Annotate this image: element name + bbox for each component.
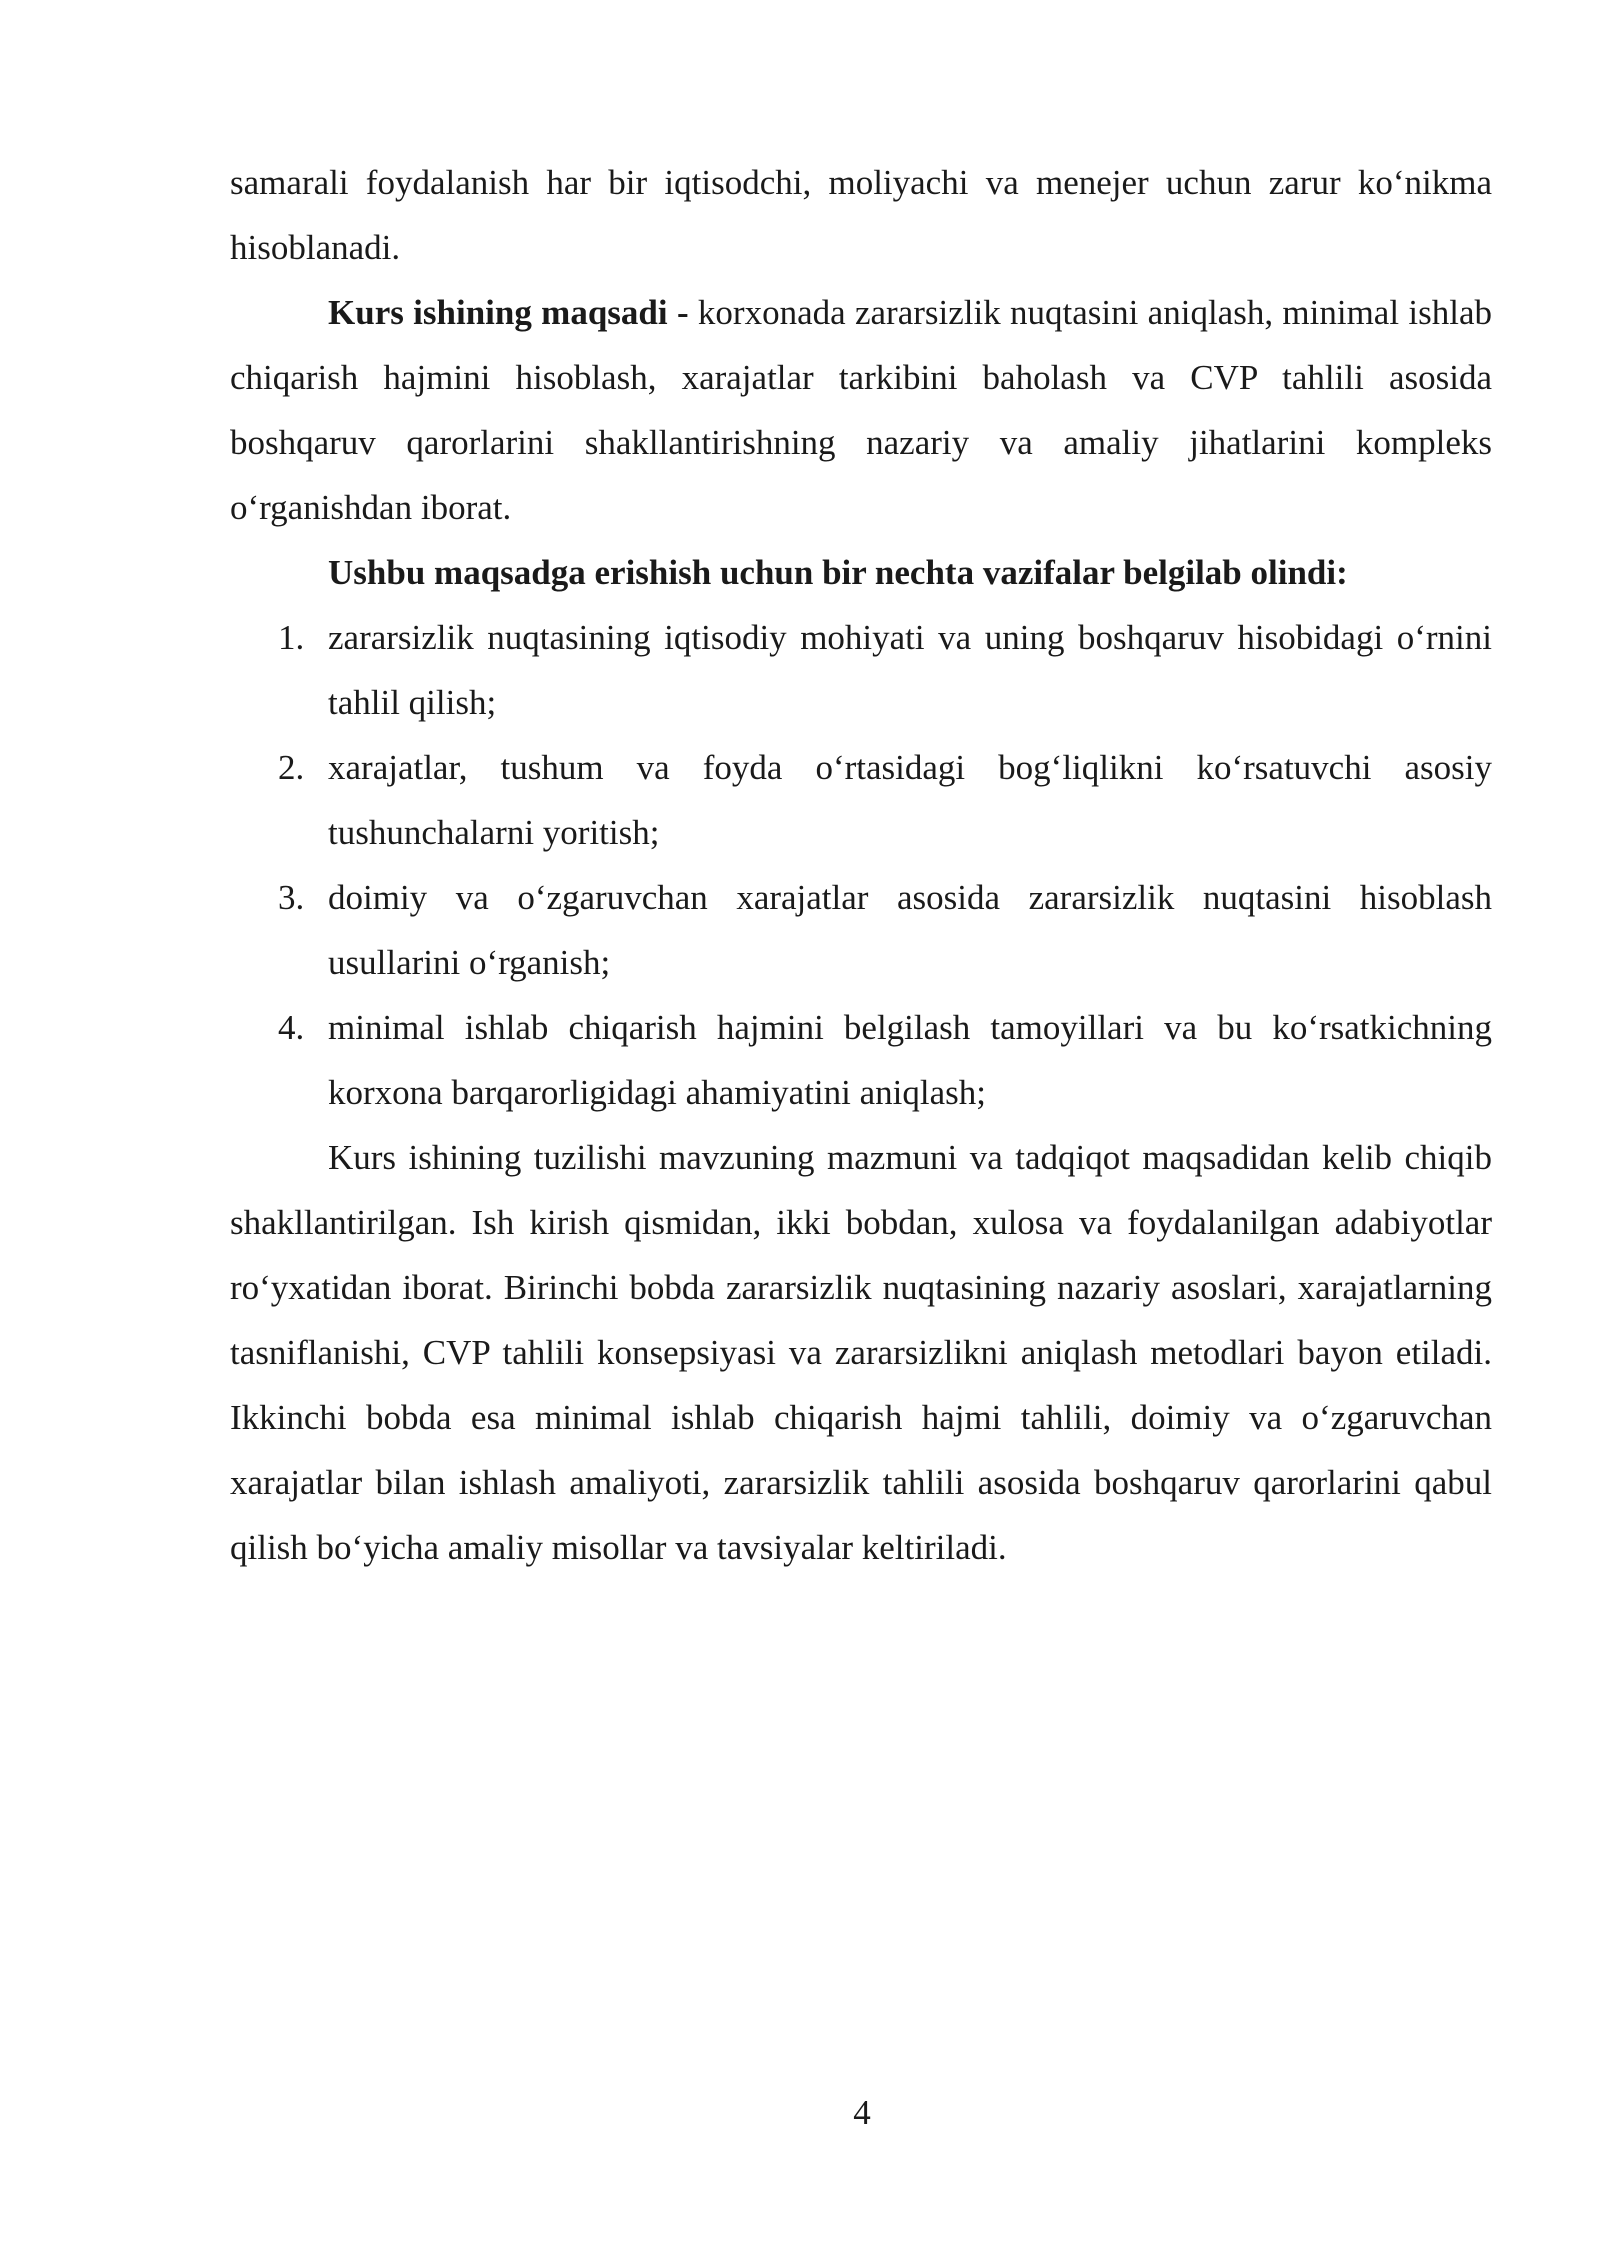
goal-paragraph xyxy=(230,280,1492,540)
goal-text: korxonada zararsizlik nuqtasini aniqlash, minimal ishlab chiqarish hajmini hisoblash, xarajatlar tarkibini baholash va CVP tahlili asosida boshqaruv qarorlarini shakllantirishning nazariy va amaliy jihatlarini kompleks o‘rganishdan iborat. xyxy=(230,293,1492,527)
tasks-list xyxy=(230,605,1492,1125)
tasks-heading-text: Ushbu maqsadga erishish uchun bir nechta vazifalar belgilab olindi: xyxy=(328,553,1348,592)
list-item-number: 4. xyxy=(278,1008,305,1047)
list-item xyxy=(230,735,1492,865)
list-item xyxy=(230,605,1492,735)
tasks-heading xyxy=(230,540,1492,605)
list-item-text: doimiy va o‘zgaruvchan xarajatlar asosida zararsizlik nuqtasini hisoblash usullarini o‘rganish; xyxy=(328,878,1492,982)
list-item-number: 1. xyxy=(278,618,305,657)
list-item-text: minimal ishlab chiqarish hajmini belgilash tamoyillari va bu ko‘rsatkichning korxona barqarorligidagi ahamiyatini aniqlash; xyxy=(328,1008,1492,1112)
goal-label: Kurs ishining maqsadi - xyxy=(328,293,689,332)
list-item-number: 2. xyxy=(278,748,305,787)
list-item-text: zararsizlik nuqtasining iqtisodiy mohiyati va uning boshqaruv hisobidagi o‘rnini tahlil qilish; xyxy=(328,618,1492,722)
list-item xyxy=(230,995,1492,1125)
document-page xyxy=(230,150,1492,1580)
list-item xyxy=(230,865,1492,995)
page-number: 4 xyxy=(853,2093,871,2132)
intro-paragraph-tail: samarali foydalanish har bir iqtisodchi, moliyachi va menejer uchun zarur ko‘nikma hisoblanadi. xyxy=(230,163,1492,267)
list-item-text: xarajatlar, tushum va foyda o‘rtasidagi bog‘liqlikni ko‘rsatuvchi asosiy tushunchalarni yoritish; xyxy=(328,748,1492,852)
structure-paragraph: Kurs ishining tuzilishi mavzuning mazmuni va tadqiqot maqsadidan kelib chiqib shakllantirilgan. Ish kirish qismidan, ikki bobdan, xulosa va foydalanilgan adabiyotlar ro‘yxatidan iborat. Birinchi bobda zararsizlik nuqtasining nazariy asoslari, xarajatlarning tasniflanishi, CVP tahlili konsepsiyasi va zararsizlikni aniqlash metodlari bayon etiladi. Ikkinchi bobda esa minimal ishlab chiqarish hajmi tahlili, doimiy va o‘zgaruvchan xarajatlar bilan ishlash amaliyoti, zararsizlik tahlili asosida boshqaruv qarorlarini qabul qilish bo‘yicha amaliy misollar va tavsiyalar keltiriladi. xyxy=(230,1138,1492,1567)
list-item-number: 3. xyxy=(278,878,305,917)
